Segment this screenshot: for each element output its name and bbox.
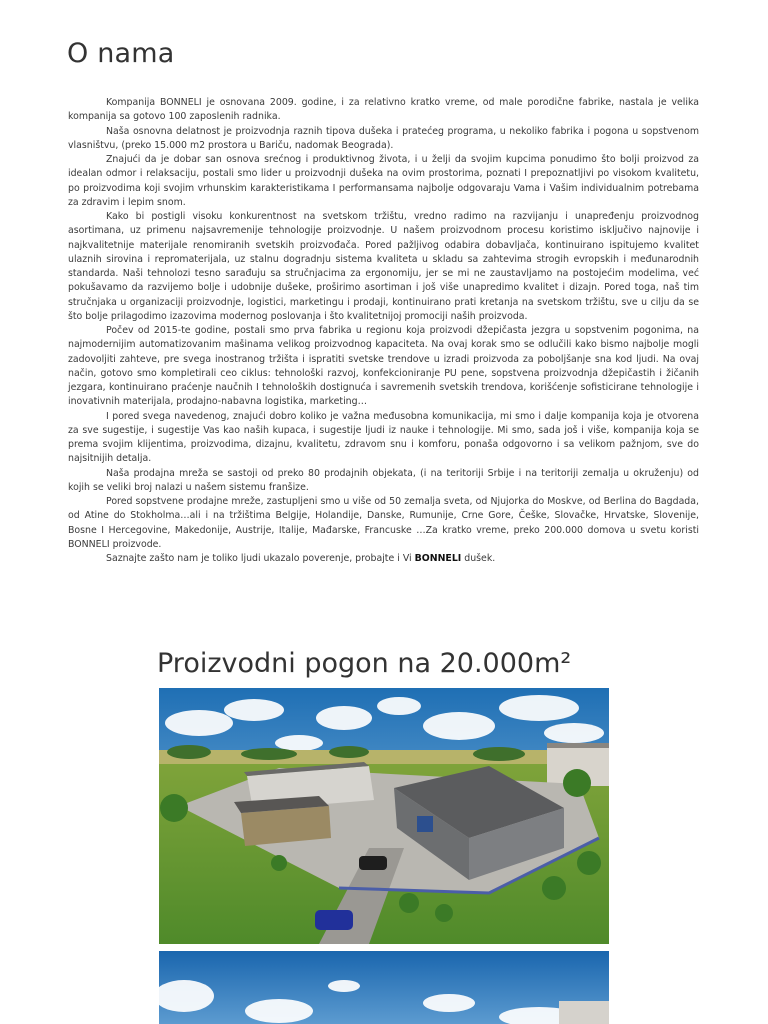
paragraph: Kako bi postigli visoku konkurentnost na svetskom tržištu, vredno radimo na razvijanju i unapređenju proizvodnog asortimana, uz primenu najsavremenije tehnologije proizvodnje. U našem proizvodnom procesu koristimo isključivo najnovije i najkvalitetnije materijale renomiranih svetskih proizvođača. Pored pažljivog odabira dobavljača, kontinuirano ispitujemo kvalitet ulaznih sirovina i repromaterijala, uz stalnu dogradnju sistema kvaliteta u skladu sa zahtevima strogih evropskih i međunarodnih standarda. Naši tehnolozi tesno sarađuju sa stručnjacima za ergonomiju, jer se mi ne zaustavljamo na postojećim modelima, već pokušavamo da razvijemo bolje i udobnije dušeke, proširimo asortiman i još više unapredimo kvalitet i dizajn. Pored toga, naš tim stručnjaka u organizaciji proizvodnje, logistici, marketingu i prodaji, kontinuirano prati kretanja na svetskom tržištu, sve u cilju da se što bolje prilagodimo izazovima modernog poslovanja i što kvalitetnijoj promociji naših proizvoda. bbox=[68, 211, 699, 322]
closing-paragraph bbox=[68, 552, 699, 566]
factory-render-image bbox=[159, 688, 609, 944]
paragraph: Pored sopstvene prodajne mreže, zastupljeni smo u više od 50 zemalja sveta, od Njujorka do Moskve, od Berlina do Bagdada, od Atine do Stokholma…ali i na tržištima Belgije, Holandije, Danske, Rumunije, Crne Gore, Češke, Slovačke, Hrvatske, Slovenije, Bosne I Hercegovine, Makedonije, Austrije, Italije, Mađarske, Francuske …Za kratko vreme, preko 200.000 domova u svetu koristi BONNELI proizvode. bbox=[68, 496, 699, 550]
paragraph: Kompanija BONNELI je osnovana 2009. godine, i za relativno kratko vreme, od male porodične fabrike, nastala je velika kompanija sa gotovo 100 zaposlenih radnika. bbox=[68, 97, 699, 123]
paragraph: Naša prodajna mreža se sastoji od preko 80 prodajnih objekata, (i na teritoriji Srbije i na teritoriji zemalja u okruženju) od kojih se veliki broj nalazi u našem sistemu franšize. bbox=[68, 467, 699, 493]
factory-render-image bbox=[159, 951, 609, 1024]
page-title: O nama bbox=[67, 38, 175, 69]
about-text bbox=[68, 96, 699, 566]
closing-text-end: dušek. bbox=[461, 553, 496, 564]
paragraph: Počev od 2015-te godine, postali smo prva fabrika u regionu koja proizvodi džepičasta jezgra u sopstvenim pogonima, na najmodernijim automatizovanim mašinama velikog proizvodnog kapaciteta. Na ovaj korak smo se odlučili kako bismo najbolje mogli zadovoljiti zahteve, pre svega inostranog tržišta i ispratiti svetske trendove u izradi proizvoda za poboljšanje sna kod ljudi. Na ovaj način, gotovo smo kompletirali ceo ciklus: tehnološki razvoj, konfekcioniranje PU pene, sopstvena proizvodnja džepičastih i žičanih jezgara, kontinuirano praćenje naučnih I tehnoloških dostignuća i savremenih svetskih trendova, korišćenje sofisticirane tehnologije i inovativnih materijala, prodajno-nabavna logistika, marketing… bbox=[68, 325, 699, 408]
closing-text: Saznajte zašto nam je toliko ljudi ukazalo poverenje, probajte i Vi bbox=[106, 553, 415, 564]
section-title: Proizvodni pogon na 20.000m² bbox=[157, 648, 572, 679]
brand-name: BONNELI bbox=[414, 553, 462, 564]
paragraph: Naša osnovna delatnost je proizvodnja raznih tipova dušeka i pratećeg programa, u nekoliko fabrika i pogona u sopstvenom vlasništvu, (preko 15.000 m2 prostora u Bariču, nadomak Beograda). bbox=[68, 125, 699, 151]
paragraph: Znajući da je dobar san osnova srećnog i produktivnog života, i u želji da svojim kupcima ponudimo što bolji proizvod za idealan odmor i relaksaciju, postali smo lider u proizvodnji dušeka na ovim prostorima, poznati I prepoznatljivi po visokom kvalitetu, po proizvodima koji svojim vrhunskim karakteristikama I performansama najbolje odgovaraju Vama i Vašim individualnim potrebama za zdravim i lepim snom. bbox=[68, 154, 699, 208]
paragraph: I pored svega navedenog, znajući dobro koliko je važna međusobna komunikacija, mi smo i dalje kompanija koja je otvorena za sve sugestije, i sugestije Vas kao naših kupaca, i sugestije ljudi iz nauke i tehnologije. Mi smo, sada još i više, kompanija koja se prema svojim klijentima, proizvodima, dizajnu, kvalitetu, zdravom snu i komforu, ponaša odgovorno i sa velikom pažnjom, sve do najsitnijih detalja. bbox=[68, 410, 699, 465]
